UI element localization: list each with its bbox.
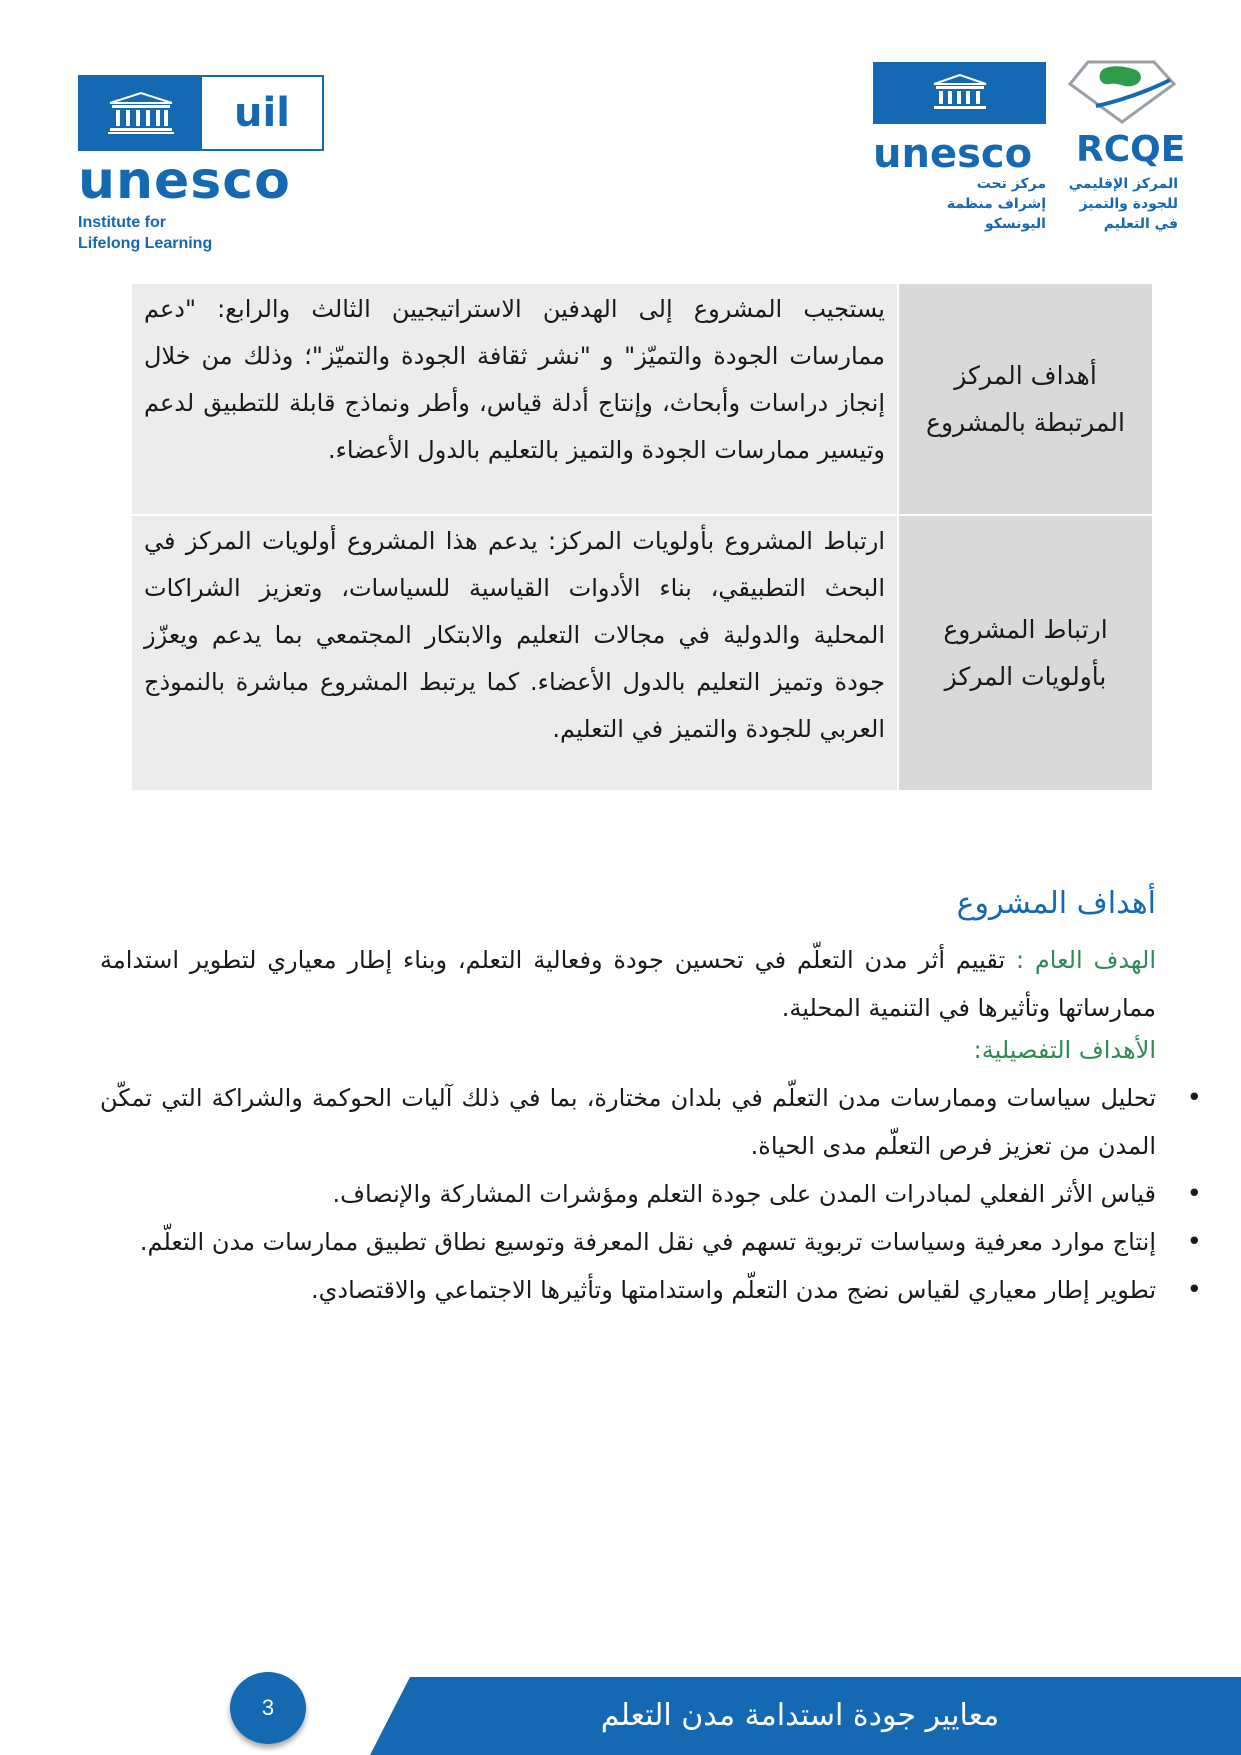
rcqe-subtitle-line: المركز الإقليمي: [1068, 176, 1178, 192]
project-info-table: [130, 282, 1154, 792]
unesco-wordmark: unesco: [873, 131, 1033, 177]
rcqe-subtitle-line: في التعليم: [1103, 216, 1178, 232]
list-item: • قياس الأثر الفعلي لمبادرات المدن على جودة التعلم ومؤشرات المشاركة والإنصاف.: [100, 1170, 1156, 1218]
uil-wordmark: unesco: [78, 151, 291, 211]
unesco-logo: [873, 62, 1048, 242]
uil-subtitle-line: Institute for: [78, 214, 166, 231]
detailed-goals-list: [100, 1074, 1216, 1314]
list-item: • إنتاج موارد معرفية وسياسات تربوية تسهم في نقل المعرفة وتوسيع نطاق تطبيق ممارسات مدن التعلّم.: [100, 1218, 1156, 1266]
uil-logo: [78, 75, 328, 255]
section-title: أهداف المشروع: [956, 886, 1156, 921]
uil-mark: uil: [234, 90, 290, 136]
list-item: • تطوير إطار معياري لقياس نضج مدن التعلّم واستدامتها وتأثيرها الاجتماعي والاقتصادي.: [100, 1266, 1156, 1314]
general-goal-label: الهدف العام :: [1015, 946, 1156, 974]
table-row: [131, 283, 1153, 515]
table-row-label: ارتباط المشروع بأولويات المركز: [898, 515, 1153, 791]
table-row-text: يستجيب المشروع إلى الهدفين الاستراتيجيين الثالث والرابع: "دعم ممارسات الجودة والتميّز" و "نشر ثقافة الجودة والتميّز"؛ وذلك من خلال إنجاز دراسات وأبحاث، وإنتاج أدلة قياس، وأطر ونماذج قابلة للتطبيق لدعم وتيسير ممارسات الجودة والتميز بالتعليم بالدول الأعضاء.: [131, 283, 898, 515]
footer-title: معايير جودة استدامة مدن التعلم: [600, 1698, 1000, 1733]
rcqe-wordmark: RCQE: [1076, 129, 1186, 170]
unesco-subtitle-line: إشراف منظمة: [946, 196, 1046, 212]
general-goal-text: تقييم أثر مدن التعلّم في تحسين جودة وفعالية التعلم، وبناء إطار معياري لتطوير استدامة ممارساتها وتأثيرها في التنمية المحلية.: [100, 946, 1156, 1022]
unesco-temple-icon: [80, 77, 202, 149]
unesco-subtitle-line: مركز تحت: [976, 176, 1046, 192]
rcqe-logo: [1066, 58, 1186, 242]
unesco-temple-icon: [873, 62, 1046, 124]
rcqe-subtitle: [1069, 174, 1178, 234]
unesco-subtitle-line: اليونسكو: [985, 216, 1046, 232]
general-goal: [100, 936, 1156, 1032]
rcqe-subtitle-line: للجودة والتميز: [1079, 196, 1178, 212]
uil-subtitle: [78, 212, 212, 254]
table-row-text: ارتباط المشروع بأولويات المركز: يدعم هذا المشروع أولويات المركز في البحث التطبيقي، بناء الأدوات القياسية للسياسات، وتعزيز الشراكات المحلية والدولية في مجالات التعليم والابتكار المجتمعي بما يدعم ويعزّز جودة وتميز التعليم بالدول الأعضاء. كما يرتبط المشروع مباشرة بالنموذج العربي للجودة والتميز في التعليم.: [131, 515, 898, 791]
table-row-label: أهداف المركز المرتبطة بالمشروع: [898, 283, 1153, 515]
unesco-subtitle: [947, 174, 1046, 234]
rcqe-diamond-icon: [1066, 58, 1178, 130]
page-number: 3: [230, 1672, 306, 1744]
uil-logo-box: [78, 75, 324, 151]
list-item: • تحليل سياسات وممارسات مدن التعلّم في بلدان مختارة، بما في ذلك آليات الحوكمة والشراكة التي تمكّن المدن من تعزيز فرص التعلّم مدى الحياة.: [100, 1074, 1156, 1170]
table-row: [131, 515, 1153, 791]
uil-subtitle-line: Lifelong Learning: [78, 235, 213, 252]
detailed-goals-label: الأهداف التفصيلية:: [973, 1036, 1156, 1064]
